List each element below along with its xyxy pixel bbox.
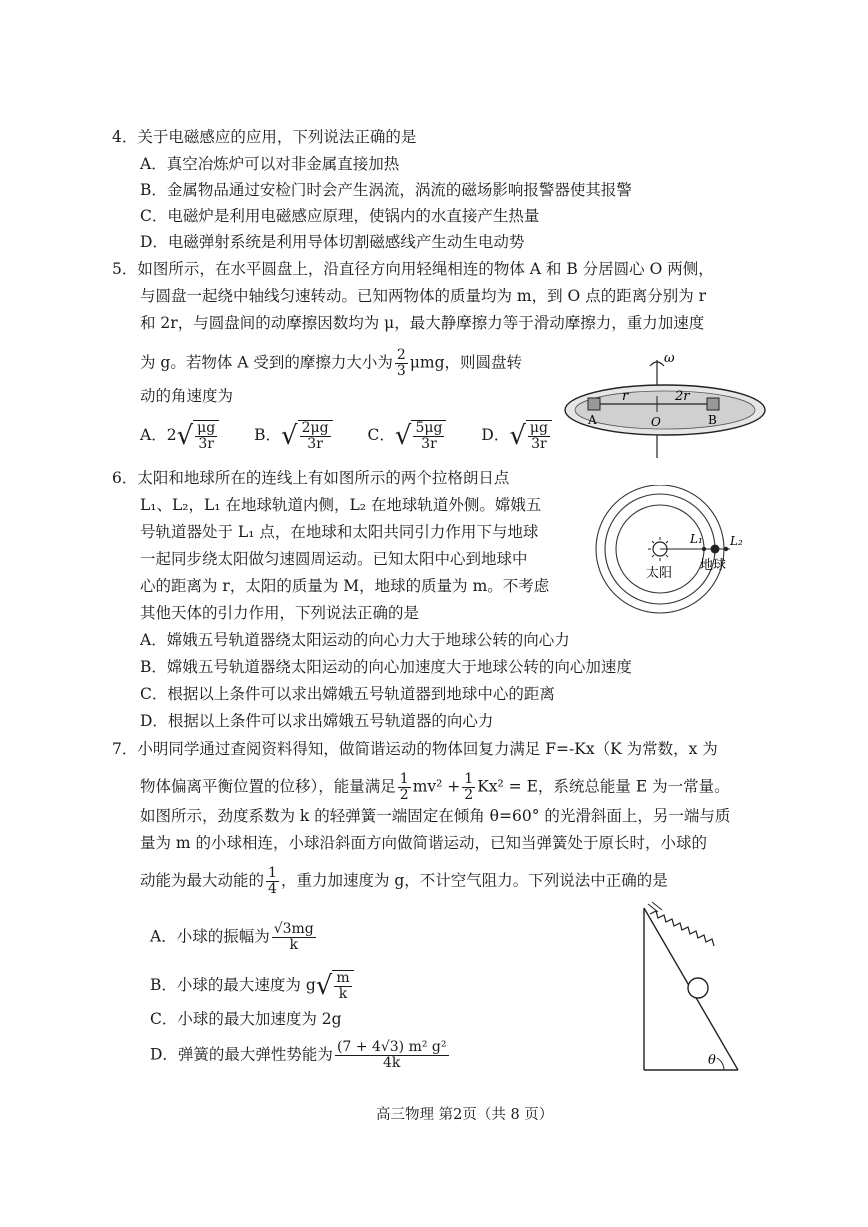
q7-incline-figure bbox=[628, 900, 758, 1080]
theta-label: θ bbox=[708, 1053, 716, 1068]
q5-line-3: 和 2r，与圆盘间的动摩擦因数均为 μ，最大静摩擦力等于滑动摩擦力，重力加速度 bbox=[140, 314, 705, 332]
q4-option-a: A．真空冶炼炉可以对非金属直接加热 bbox=[140, 155, 400, 173]
label: A．小球的振幅为 bbox=[150, 927, 270, 946]
l2-label: L₂ bbox=[730, 534, 743, 548]
q5-line-4 bbox=[140, 348, 522, 379]
q7-option-c: C．小球的最大加速度为 2g bbox=[150, 1010, 342, 1028]
sqrt: √ $\frac{\mu g}{3r}$ bbox=[177, 420, 220, 452]
frac-num: (7 + 4√3) m² g² bbox=[336, 1039, 447, 1055]
q5-line-4-text-a: 为 g。若物体 A 受到的摩擦力大小为 bbox=[140, 353, 393, 372]
q7-option-d bbox=[150, 1040, 451, 1071]
q5-options bbox=[140, 420, 582, 452]
label: D．弹簧的最大弹性势能为 bbox=[150, 1045, 333, 1064]
q7-line-2-text-b: Kx² = E，系统总能量 E 为一常量。 bbox=[477, 777, 730, 796]
o-label: O bbox=[651, 415, 661, 429]
q6-line-2: L₁、L₂，L₁ 在地球轨道内侧，L₂ 在地球轨道外侧。嫦娥五 bbox=[140, 496, 542, 514]
spring bbox=[650, 911, 714, 946]
ball bbox=[688, 978, 708, 998]
frac-num: 1 bbox=[464, 771, 474, 787]
frac-den: 2 bbox=[464, 787, 474, 803]
q6-line-3: 号轨道器处于 L₁ 点，在地球和太阳共同引力作用下与地球 bbox=[140, 523, 539, 541]
sqrt: √ $\frac{m}{k}$ bbox=[316, 970, 354, 1002]
q7-fraction-2 bbox=[462, 772, 475, 803]
q6-line-6: 其他天体的引力作用，下列说法正确的是 bbox=[140, 604, 420, 622]
q6-orbit-figure bbox=[590, 485, 760, 620]
omega-label: ω bbox=[664, 351, 675, 366]
label: A． bbox=[140, 426, 167, 444]
q5-fraction bbox=[395, 348, 408, 379]
q5-option-d bbox=[481, 420, 552, 452]
l1-label: L₁ bbox=[690, 532, 703, 546]
frac-num: √3mg bbox=[273, 921, 314, 937]
frac-den: 3 bbox=[396, 363, 406, 379]
r-label: r bbox=[622, 389, 629, 404]
frac-den: 3r bbox=[531, 436, 547, 452]
q6-line-4: 一起同步绕太阳做匀速圆周运动。已知太阳中心到地球中 bbox=[140, 550, 528, 568]
frac-num: μg bbox=[529, 420, 548, 436]
q6-option-c: C．根据以上条件可以求出嫦娥五号轨道器到地球中心的距离 bbox=[140, 685, 555, 703]
label: D． bbox=[481, 426, 510, 444]
q7-option-a bbox=[150, 922, 318, 953]
fraction bbox=[272, 922, 316, 953]
label: C． bbox=[367, 426, 395, 444]
q7-line-5-text-a: 动能为最大动能的 bbox=[140, 871, 265, 890]
q5-option-b bbox=[254, 420, 332, 452]
q6-line-1: 6．太阳和地球所在的连线上有如图所示的两个拉格朗日点 bbox=[112, 469, 510, 487]
earth-icon bbox=[711, 545, 720, 554]
q6-option-a: A．嫦娥五号轨道器绕太阳运动的向心力大于地球公转的向心力 bbox=[140, 631, 570, 649]
2r-label: 2r bbox=[675, 389, 690, 404]
frac-num: 2 bbox=[396, 347, 406, 363]
a-label: A bbox=[588, 413, 597, 427]
q7-line-1: 7．小明同学通过查阅资料得知，做简谐运动的物体回复力满足 F=-Kx（K 为常数，x 为 bbox=[112, 740, 718, 758]
frac-den: 3r bbox=[198, 436, 214, 452]
q5-disk-figure bbox=[560, 350, 770, 460]
frac-den: 3r bbox=[307, 436, 323, 452]
frac-num: 5μg bbox=[415, 420, 443, 436]
label: B．小球的最大速度为 g bbox=[150, 976, 316, 994]
angle-arc bbox=[717, 1058, 724, 1070]
q7-fraction-1 bbox=[398, 772, 411, 803]
frac-den: 4k bbox=[383, 1055, 401, 1071]
block-a bbox=[588, 398, 600, 410]
q7-line-2 bbox=[140, 772, 730, 803]
coef: 2 bbox=[166, 426, 177, 444]
q7-line-4: 量为 m 的小球相连，小球沿斜面方向做简谐运动，已知当弹簧处于原长时，小球的 bbox=[140, 834, 708, 852]
frac-den: k bbox=[338, 986, 348, 1002]
q7-line-2-mid: mv² + bbox=[412, 777, 461, 796]
label: B． bbox=[254, 426, 282, 444]
q7-line-5 bbox=[140, 866, 668, 897]
frac-den: k bbox=[289, 937, 298, 953]
sqrt: √ $\frac{5\mu g}{3r}$ bbox=[395, 420, 447, 452]
frac-num: 1 bbox=[399, 771, 409, 787]
disk-top bbox=[575, 391, 755, 429]
q4-option-b: B．金属物品通过安检门时会产生涡流，涡流的磁场影响报警器使其报警 bbox=[140, 181, 632, 199]
q5-line-5: 动的角速度为 bbox=[140, 387, 234, 405]
frac-den: 4 bbox=[268, 881, 277, 897]
frac-num: 1 bbox=[268, 865, 277, 881]
wall-hatch bbox=[648, 902, 662, 912]
block-b bbox=[707, 398, 719, 410]
frac-num: m bbox=[336, 970, 350, 986]
q5-line-4-text-b: μmg，则圆盘转 bbox=[409, 353, 523, 372]
q4-option-d: D．电磁弹射系统是利用导体切割磁感线产生动生电动势 bbox=[140, 233, 525, 251]
frac-den: 3r bbox=[421, 436, 437, 452]
page-footer: 高三物理 第2页（共 8 页） bbox=[376, 1107, 554, 1123]
q5-option-c bbox=[368, 420, 447, 452]
earth-label: 地球 bbox=[700, 558, 727, 573]
b-label: B bbox=[708, 413, 717, 427]
sun-label: 太阳 bbox=[646, 566, 673, 581]
frac-den: 2 bbox=[399, 787, 409, 803]
q6-line-5: 心的距离为 r，太阳的质量为 M，地球的质量为 m。不考虑 bbox=[140, 577, 550, 595]
q7-line-3: 如图所示，劲度系数为 k 的轻弹簧一端固定在倾角 θ=60° 的光滑斜面上，另一端与质 bbox=[140, 807, 731, 825]
fraction bbox=[335, 1040, 449, 1071]
q6-option-d: D．根据以上条件可以求出嫦娥五号轨道器的向心力 bbox=[140, 712, 494, 730]
q5-line-2: 与圆盘一起绕中轴线匀速转动。已知两物体的质量均为 m，到 O 点的距离分别为 r bbox=[140, 287, 707, 305]
l1-point bbox=[702, 547, 706, 551]
q5-line-1: 5．如图所示，在水平圆盘上，沿直径方向用轻绳相连的物体 A 和 B 分居圆心 O 两侧， bbox=[112, 260, 714, 278]
q7-line-5-text-b: ，重力加速度为 g，不计空气阻力。下列说法中正确的是 bbox=[280, 871, 668, 890]
l2-point bbox=[724, 547, 728, 551]
q7-fraction-3 bbox=[266, 866, 279, 897]
q5-option-a bbox=[140, 420, 219, 452]
q4-stem: 4．关于电磁感应的应用，下列说法正确的是 bbox=[112, 128, 417, 146]
sqrt: √ $\frac{\mu g}{3r}$ bbox=[509, 420, 552, 452]
sqrt: √ $\frac{2\mu g}{3r}$ bbox=[281, 420, 333, 452]
q7-option-b bbox=[150, 970, 354, 1002]
q4-option-c: C．电磁炉是利用电磁感应原理，使锅内的水直接产生热量 bbox=[140, 207, 540, 225]
frac-num: 2μg bbox=[301, 420, 329, 436]
frac-num: μg bbox=[197, 420, 216, 436]
q7-line-2-text-a: 物体偏离平衡位置的位移），能量满足 bbox=[140, 777, 396, 796]
q6-option-b: B．嫦娥五号轨道器绕太阳运动的向心加速度大于地球公转的向心加速度 bbox=[140, 658, 632, 676]
